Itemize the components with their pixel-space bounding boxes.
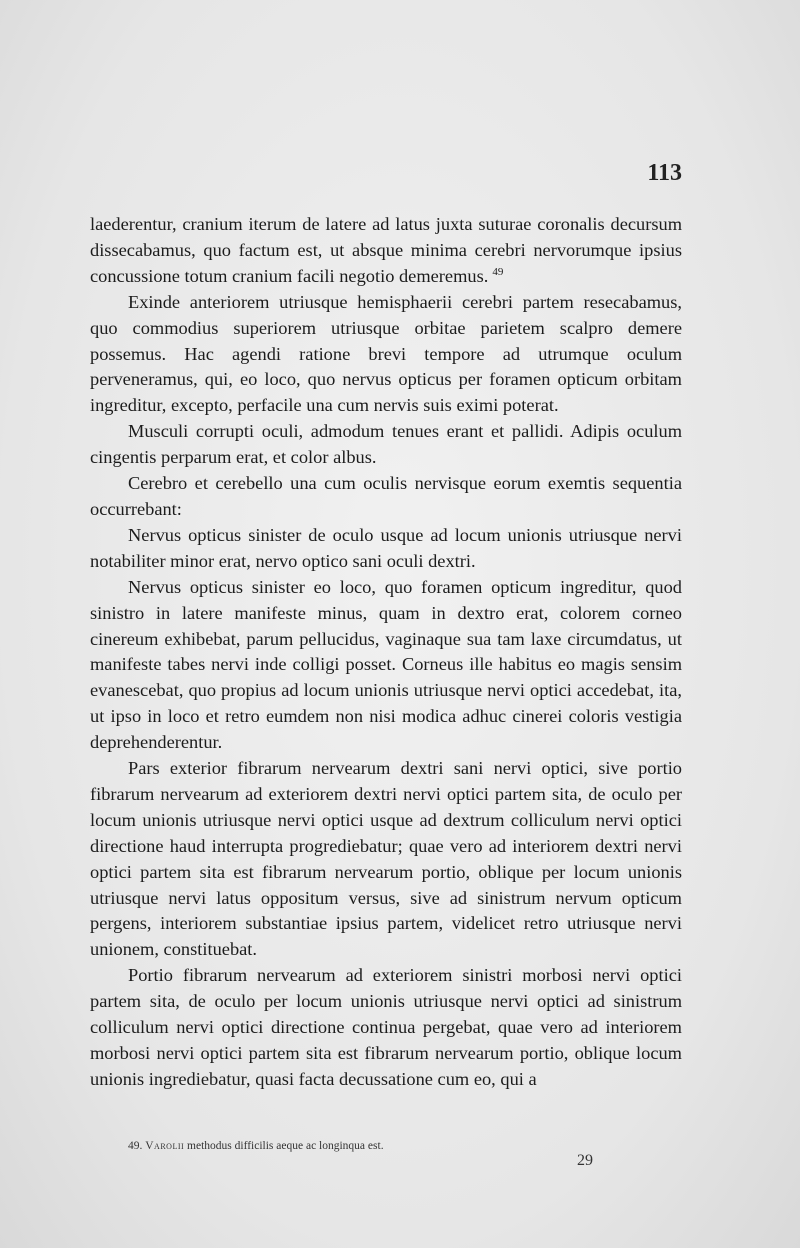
paragraph-2: Exinde anteriorem utriusque hemisphaerii cerebri partem resecabamus, quo commodius superiorem utriusque orbitae parietem scalpro demere possemus. Hac agendi ratione brevi tempore ad utrumque oculum perveneramus, qui, eo loco, quo nervus opticus per foramen opticum orbitam ingreditur, excepto, perfacile una cum nervis suis eximi poterat. <box>90 291 682 416</box>
paragraph-8: Portio fibrarum nervearum ad exteriorem sinistri morbosi nervi optici partem sita, de oculo per locum unionis utriusque nervi optici ad sinistrum colliculum nervi optici directione continua pergebat, quae vero ad interiorem morbosi nervi optici partem sita est fibrarum nervearum portio, oblique locum unionis ingrediebatur, quasi facta decussatione cum eo, qui a <box>90 965 682 1089</box>
paragraph-6: Nervus opticus sinister eo loco, quo foramen opticum ingreditur, quod sinistro in latere manifeste minus, quam in dextro erat, colorem corneo cinereum exhibebat, parum pellucidus, vaginaque sua tam laxe circumdatus, ut manifeste tabes nervi inde colligi posset. Corneus ille habitus eo magis sensim evanescebat, quo propius ad locum unionis utriusque nervi optici accedebat, ita, ut ipso in loco et retro eumdem non nisi modica adhuc cinerei coloris vestigia deprehenderentur. <box>90 576 682 753</box>
paragraph-3: Musculi corrupti oculi, admodum tenues erant et pallidi. Adipis oculum cingentis perparum erat, et color albus. <box>90 421 682 468</box>
page-number: 113 <box>647 160 682 186</box>
main-text <box>90 212 682 1093</box>
footnote <box>128 1140 688 1152</box>
paragraph-1: laederentur, cranium iterum de latere ad latus juxta suturae coronalis decursum dissecabamus, quo factum est, ut absque minima cerebri nervorumque ipsius concussione totum cranium facili negotio demeremus. $^{49}$ <box>90 214 682 286</box>
paragraph-7: Pars exterior fibrarum nervearum dextri sani nervi optici, sive portio fibrarum nervearum ad exteriorem dextri nervi optici partem sita, de oculo per locum unionis utriusque nervi optici usque ad dextrum colliculum nervi optici directione haud interrupta progrediebatur; quae vero ad interiorem dextri nervi optici partem sita est fibrarum nervearum portio, oblique per locum unionis utriusque nervi latus oppositum versus, sive ad sinistrum nervum opticum pergens, interiorem substantiae ipsius partem, videlicet retro utriusque nervi unionem, constituebat. <box>90 758 682 960</box>
paragraph-5: Nervus opticus sinister de oculo usque ad locum unionis utriusque nervi notabiliter minor erat, nervo optico sani oculi dextri. <box>90 524 682 571</box>
footnote-marker: 49 <box>492 265 504 278</box>
paragraph-4: Cerebro et cerebello una cum oculis nervisque eorum exemtis sequentia occurrebant: <box>90 473 682 519</box>
footnote-author: Varolii <box>145 1140 185 1152</box>
signature-mark: 29 <box>577 1152 593 1169</box>
footnote-number: 49. <box>128 1140 143 1152</box>
footnote-text: methodus difficilis aeque ac longinqua est. <box>187 1140 384 1152</box>
